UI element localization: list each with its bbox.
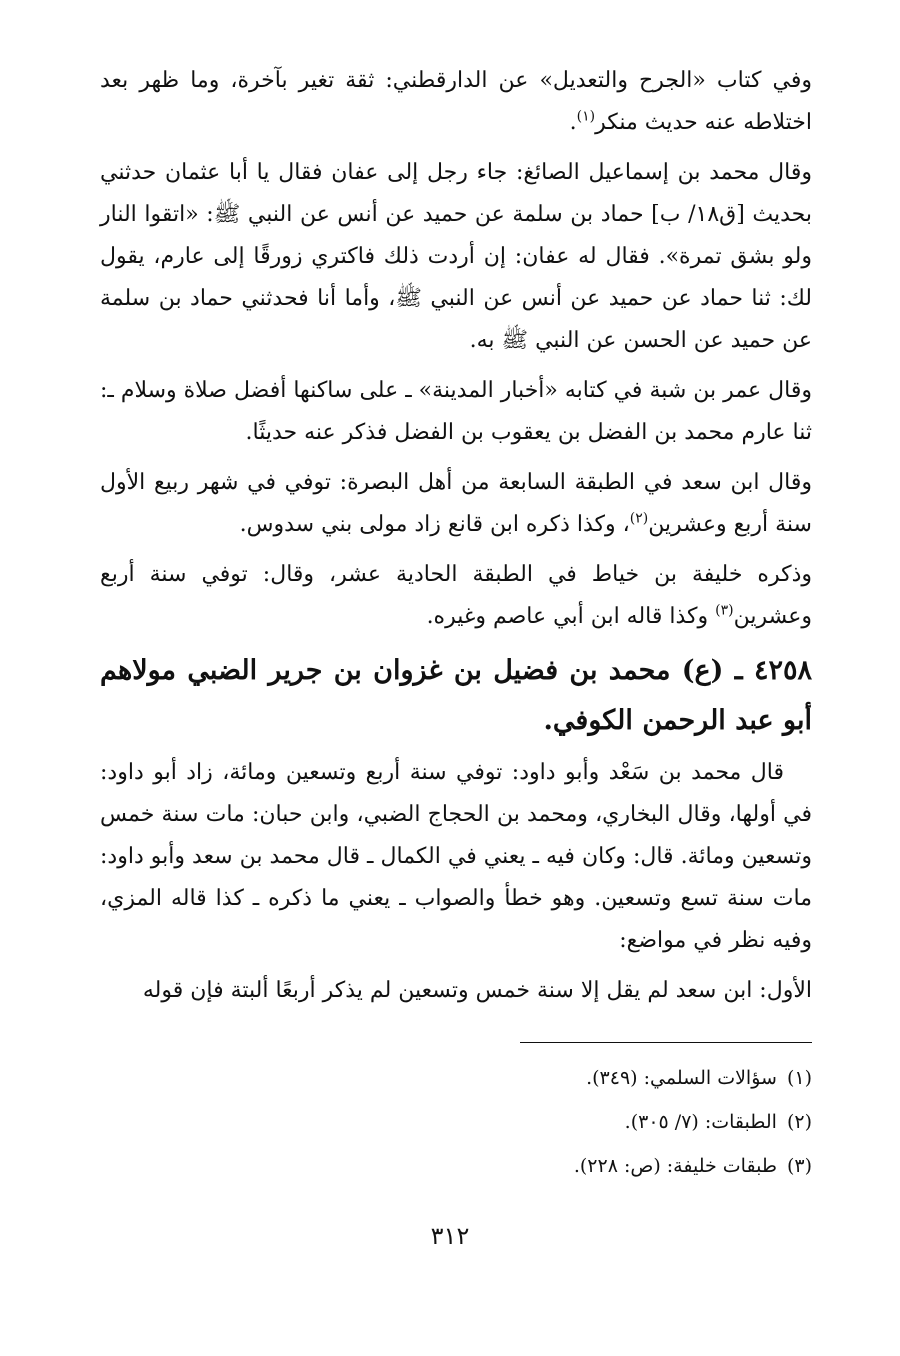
paragraph-5-tail: وكذا قاله ابن أبي عاصم وغيره.	[426, 604, 716, 629]
paragraph-2	[100, 152, 812, 362]
paragraph-4-tail: ، وكذا ذكره ابن قانع زاد مولى بني سدوس.	[239, 512, 630, 537]
paragraph-2-text: وقال محمد بن إسماعيل الصائغ: جاء رجل إلى عفان فقال يا أبا عثمان حدثني بحديث [ق١٨/ ب] حماد بن سلمة عن حميد عن أنس عن النبي ﷺ: «اتقوا النار ولو بشق تمرة». فقال له عفان: إن أردت ذلك فاكتري زورقًا إلى عارم، يقول لك: ثنا حماد عن حميد عن أنس عن النبي ﷺ، وأما أنا فحدثني حماد بن سلمة عن حميد عن الحسن عن النبي ﷺ به.	[100, 160, 813, 353]
paragraph-5-text: وذكره خليفة بن خياط في الطبقة الحادية عشر، وقال: توفي سنة أربع وعشرين	[100, 562, 812, 629]
entry-body-1: قال محمد بن سَعْد وأبو داود: توفي سنة أربع وتسعين ومائة، زاد أبو داود: في أولها، وقال البخاري، ومحمد بن الحجاج الضبي، وابن حبان: مات سنة خمس وتسعين ومائة. قال: وكان فيه ـ يعني في الكمال ـ قال محمد بن سعد وأبو داود: مات سنة تسع وتسعين. وهو خطأ والصواب ـ يعني ما ذكره ـ كذا قاله المزي، وفيه نظر في مواضع:	[100, 760, 812, 953]
page-number: ٣١٢	[430, 1222, 470, 1250]
footnote-text: الطبقات: (٧/ ٣٠٥).	[624, 1111, 777, 1133]
footnote-divider	[520, 1042, 812, 1043]
footnote-3	[100, 1146, 812, 1186]
paragraph-4-text: وقال ابن سعد في الطبقة السابعة من أهل البصرة: توفي في شهر ربيع الأول سنة أربع وعشرين	[100, 470, 812, 537]
entry-body-2: الأول: ابن سعد لم يقل إلا سنة خمس وتسعين لم يذكر أربعًا ألبتة فإن قوله	[142, 978, 812, 1003]
footnote-ref-2: (٢)	[629, 510, 649, 527]
footnote-1	[100, 1058, 812, 1098]
paragraph-5	[100, 554, 812, 638]
footnote-number: (٢)	[786, 1111, 812, 1133]
footnote-text: طبقات خليفة: (ص: ٢٢٨).	[573, 1155, 777, 1177]
paragraph-1-tail: .	[569, 110, 577, 135]
paragraph-1	[100, 60, 812, 144]
footnote-ref-3: (٣)	[715, 602, 734, 619]
footnote-number: (٣)	[786, 1155, 812, 1177]
footnotes	[100, 1058, 812, 1190]
footnote-number: (١)	[786, 1067, 812, 1089]
paragraph-3-text: وقال عمر بن شبة في كتابه «أخبار المدينة» ـ على ساكنها أفضل صلاة وسلام ـ: ثنا عارم محمد بن الفضل بن يعقوب بن الفضل فذكر عنه حديثًا.	[100, 378, 812, 445]
paragraph-3	[100, 370, 812, 454]
footnote-text: سؤالات السلمي: (٣٤٩).	[586, 1067, 777, 1089]
footnote-2	[100, 1102, 812, 1142]
entry-heading: ٤٢٥٨ ـ (ع) محمد بن فضيل بن غزوان بن جرير الضبي مولاهم أبو عبد الرحمن الكوفي.	[100, 655, 812, 736]
footnote-ref-1: (١)	[576, 108, 596, 125]
paragraph-4	[100, 462, 812, 546]
main-text	[100, 60, 812, 1020]
paragraph-1-text: وفي كتاب «الجرح والتعديل» عن الدارقطني: ثقة تغير بآخرة، وما ظهر بعد اختلاطه عنه حديث منكر	[100, 68, 812, 135]
